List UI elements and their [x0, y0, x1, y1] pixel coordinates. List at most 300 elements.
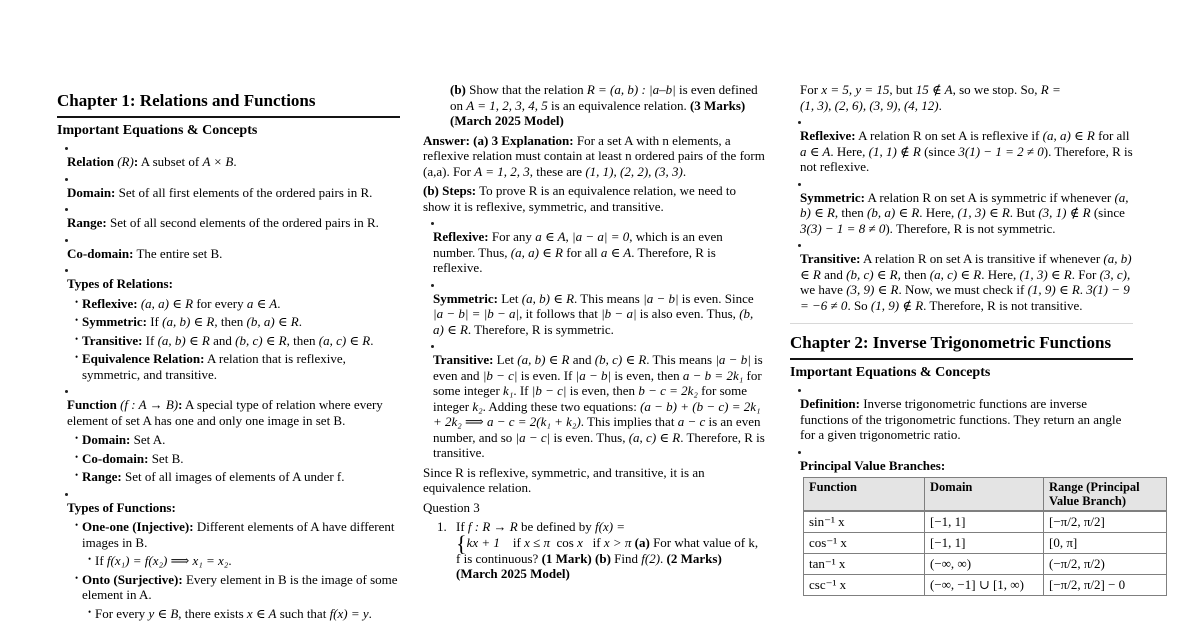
list-marker: 1. [437, 519, 447, 534]
bullet-icon [798, 389, 801, 392]
text-segment: |a − b| [715, 352, 751, 367]
text-segment: , then [897, 266, 930, 282]
text-segment: . [228, 553, 232, 568]
text-segment: Co-domain: [67, 245, 134, 261]
text-segment: (1 Mark) (b) [541, 550, 611, 566]
text-segment: A × B [202, 154, 234, 169]
section-heading: Important Equations & Concepts [790, 365, 991, 380]
text-segment: Definition: [800, 396, 860, 411]
text-segment: Set of all first elements of the ordered pairs in R. [115, 184, 373, 200]
text-segment: x ∈ A [246, 605, 277, 621]
text-segment: 3(1) − 1 = 2 ≠ 0 [958, 143, 1044, 159]
text-segment: (3, 1) ∉ R [1038, 205, 1091, 220]
list-item [57, 432, 400, 448]
text-segment: (a − b) + (b − c) = 2k₁ + 2k₂ ⟹ a − c = 2(k₁ + k₂) [433, 398, 761, 429]
text-segment: For every [95, 605, 149, 621]
text-segment: Symmetric: [800, 189, 865, 205]
text-segment: . This means [646, 352, 716, 367]
bullet-icon [65, 269, 68, 272]
bullet-icon [798, 121, 801, 124]
text-segment: Domain: [67, 184, 116, 200]
bullet-icon [431, 222, 434, 225]
text-segment: Transitive: [433, 352, 494, 367]
text-segment: (b, a) ∈ R [433, 306, 754, 337]
text-segment: y ∈ B [148, 605, 179, 621]
bullet-line [790, 450, 1133, 455]
text-segment: |b − c| [482, 367, 518, 383]
text-segment: (b) [450, 82, 466, 97]
paragraph [423, 133, 765, 180]
text-segment: . Therefore, R is transitive. [433, 429, 765, 460]
text-segment: f : R → R [467, 519, 518, 534]
brace: { [456, 530, 467, 556]
list-item [57, 215, 400, 231]
bullet-icon [65, 147, 68, 150]
text-segment: Principal Value Branches: [800, 457, 946, 473]
bullet-icon [798, 244, 801, 247]
section-heading: Important Equations & Concepts [57, 123, 258, 138]
text-segment: for some integer [433, 383, 748, 414]
text-segment: . [660, 550, 667, 566]
bullet-line [57, 238, 400, 243]
paragraph [423, 82, 765, 129]
bullet-icon: • [75, 520, 79, 530]
text-segment: , but [889, 82, 916, 97]
text-segment: (1, 3), (2, 6), (3, 9), (4, 12) [800, 97, 939, 113]
list-item [423, 352, 765, 461]
text-segment: |a − a| = 0 [572, 229, 630, 244]
bullet-icon [798, 183, 801, 186]
bullet-icon [798, 451, 801, 454]
text-segment: A = 1, 2, 3 [474, 163, 530, 179]
text-segment: (1, 1), (2, 2), (3, 3) [585, 163, 683, 179]
text-segment: . [682, 163, 687, 179]
text-segment: Set of all images of elements of A under f. [121, 469, 345, 484]
bullet-line [790, 120, 1133, 125]
table-cell: (−∞, ∞) [925, 554, 1044, 575]
text-segment: x > π [603, 534, 632, 550]
bullet-icon [65, 239, 68, 242]
bullet-icon [65, 390, 68, 393]
bullet-icon: • [75, 296, 79, 307]
text-segment: . Therefore, R is not transitive. [923, 297, 1083, 313]
text-segment: For a set A with n elements, a reflexive relation must contain at least n ordered pairs of the form (a,a). For [423, 132, 765, 179]
table-cell: sin⁻¹ x [804, 511, 925, 533]
list-item [57, 276, 400, 292]
bullet-icon: • [75, 433, 79, 443]
text-segment: Let [493, 352, 518, 367]
text-segment: such that [276, 605, 330, 621]
text-segment: : [133, 154, 139, 169]
bullet-icon: • [75, 333, 79, 344]
text-segment: (a, b) ∈ R [157, 332, 210, 348]
table-row [804, 554, 1167, 575]
bullet-line [423, 221, 765, 226]
text-segment: Since R is reflexive, symmetric, and transitive, it is an equivalence relation. [423, 464, 705, 495]
text-segment: if [582, 534, 604, 550]
table-cell: (−∞, −1] ∪ [1, ∞) [925, 575, 1044, 596]
text-segment: . Therefore, R is symmetric. [467, 321, 614, 337]
bullet-icon: • [75, 572, 79, 583]
text-segment: . So [847, 297, 871, 313]
text-segment: A special type of relation where every element of set A has one and only one image in set B. [67, 397, 383, 428]
bullet-icon [65, 208, 68, 211]
text-segment: (a, b) ∈ R [521, 290, 575, 306]
table-header-row [804, 478, 1167, 512]
text-segment: Set A. [130, 432, 166, 447]
text-segment: |b − a| [601, 306, 637, 321]
text-segment: Show that the relation [465, 82, 587, 97]
list-item [57, 333, 400, 349]
text-segment: Function [67, 397, 121, 412]
text-segment: If [146, 314, 163, 329]
bullet-icon: • [75, 470, 79, 480]
text-segment: (2 Marks) (March 2025 Model) [456, 550, 722, 581]
list-item [57, 397, 400, 428]
text-segment: Domain: [82, 432, 131, 447]
chapter-heading: Chapter 2: Inverse Trigonometric Functions [790, 332, 1133, 360]
text-segment: b − c = 2k₂ [638, 383, 698, 398]
text-segment: 3(3) − 1 = 8 ≠ 0 [800, 220, 886, 236]
text-segment: (1, 3) ∈ R [957, 205, 1010, 220]
text-segment: , then [214, 314, 247, 329]
text-segment: is even defined on [450, 82, 758, 113]
text-segment: A relation R on set A is reflexive if [855, 128, 1043, 143]
paragraph [423, 500, 765, 516]
list-item [57, 553, 400, 569]
text-segment: f(x) = y [329, 605, 369, 621]
text-segment: Onto (Surjective): [82, 571, 183, 587]
text-segment: and [820, 266, 847, 282]
bullet-icon: • [88, 606, 92, 617]
text-segment: For what value of k, f is continuous? [456, 534, 759, 566]
text-segment: (a, c) ∈ R [929, 266, 982, 282]
text-segment: f(2) [641, 550, 661, 566]
text-segment: (R) [117, 154, 134, 169]
text-segment: kx + 1 [466, 534, 500, 550]
bullet-icon: • [75, 315, 79, 325]
column-left [57, 82, 400, 624]
text-segment: (b, a) ∈ R [246, 314, 299, 329]
text-segment: . [277, 295, 281, 311]
text-segment: k₂ [472, 398, 483, 414]
bullet-icon [431, 284, 434, 287]
list-item [57, 296, 400, 312]
list-item [57, 185, 400, 201]
text-segment: (b, a) ∈ R [867, 205, 920, 220]
text-segment: . [370, 332, 374, 348]
text-segment: R = [1040, 82, 1061, 97]
text-segment: (3, c) [1099, 266, 1127, 282]
list-item [57, 572, 400, 603]
text-segment: for all [563, 244, 601, 260]
table-row [804, 511, 1167, 533]
text-segment: if [499, 534, 525, 550]
text-segment: (3, 9) ∈ R [846, 282, 899, 297]
text-segment: for every [193, 295, 247, 311]
text-segment: . Here, [981, 266, 1020, 282]
bullet-line [57, 492, 400, 497]
text-segment: is an even number, and so [433, 414, 761, 445]
text-segment: A relation R on set A is symmetric if whenever [864, 189, 1115, 205]
text-segment: (a, a) ∈ R [1042, 128, 1095, 143]
text-segment: 3(1) − 9 = −6 ≠ 0 [800, 282, 1130, 313]
text-segment: . Here, [830, 143, 869, 159]
text-segment: , so we stop. So, [952, 82, 1041, 97]
table-cell: tan⁻¹ x [804, 554, 925, 575]
text-segment: a − b = 2k₁ [682, 367, 744, 383]
text-segment: for some integer [433, 367, 762, 398]
text-segment: : [178, 397, 183, 412]
text-segment: (a, c) ∈ R [628, 429, 681, 445]
text-segment: Reflexive: [82, 295, 138, 311]
text-segment: Transitive: [800, 251, 861, 266]
text-segment: (1, 9) ∈ R [1027, 282, 1080, 297]
text-segment: To prove R is an equivalence relation, we need to show it is reflexive, symmetric, and transitive. [423, 183, 736, 214]
bullet-line [57, 268, 400, 273]
text-segment: Set of all second elements of the ordered pairs in R. [106, 215, 379, 230]
text-segment: Reflexive: [800, 128, 856, 143]
table-cell: (−π/2, π/2) [1044, 554, 1167, 575]
text-segment: , these are [529, 163, 586, 179]
text-segment: , it follows that [519, 306, 602, 321]
text-segment: is even. Thus, [550, 429, 629, 445]
text-segment: (3 Marks) (March 2025 Model) [450, 97, 746, 128]
bullet-line [57, 146, 400, 151]
text-segment: A relation R on set A is transitive if whenever [860, 251, 1104, 266]
text-segment: If [95, 553, 107, 568]
paragraph [790, 82, 1133, 113]
table-cell: [−1, 1] [925, 511, 1044, 533]
text-segment: Reflexive: [433, 229, 489, 244]
text-segment: 15 ∉ A [915, 82, 953, 97]
list-item [790, 128, 1133, 175]
text-segment: , there exists [178, 605, 247, 621]
column-right [790, 82, 1140, 596]
text-segment: , then [834, 205, 868, 220]
text-segment: ). Therefore, R is not symmetric. [885, 220, 1056, 236]
text-segment: . This means [574, 290, 644, 306]
text-segment: . Therefore, R is reflexive. [433, 244, 716, 275]
paragraph [423, 183, 765, 214]
text-segment: Range: [67, 215, 107, 230]
text-segment: Set B. [148, 450, 184, 466]
text-segment: Answer: (a) 3 Explanation: [423, 132, 574, 148]
text-segment: . If [513, 383, 532, 398]
text-segment: is even. Since [678, 290, 754, 306]
pvb-table [803, 477, 1167, 596]
text-segment: is an equivalence relation. [547, 97, 690, 113]
text-segment: (b, c) ∈ R [594, 352, 647, 367]
text-segment: a ∈ A [535, 229, 566, 244]
text-segment: . [233, 154, 237, 169]
paragraph [423, 465, 765, 496]
text-segment: a ∈ A [246, 295, 278, 311]
text-segment: and [209, 332, 236, 348]
text-segment: . But [1009, 205, 1039, 220]
table-header-cell: Range (Principal Value Branch) [1044, 478, 1167, 512]
text-segment: Find [610, 550, 642, 566]
list-item [57, 451, 400, 467]
list-item [57, 519, 400, 550]
text-segment: Types of Functions: [67, 499, 176, 515]
text-segment: Symmetric: [82, 314, 147, 329]
text-segment: , we have [800, 266, 1131, 297]
text-segment: If [142, 332, 158, 348]
text-segment: (a, b) ∈ R [162, 314, 215, 329]
list-item [57, 469, 400, 485]
text-segment: Types of Relations: [67, 276, 173, 291]
text-segment: Every element in B is the image of some element in A. [82, 571, 398, 602]
bullet-line [57, 389, 400, 394]
text-segment: |a − c| [515, 429, 551, 445]
text-segment: (1, 1) ∉ R [868, 143, 921, 159]
divider [790, 323, 1133, 324]
text-segment: a ∈ A [600, 244, 632, 260]
text-segment: Inverse trigonometric functions are inverse functions of the trigonometric functions. They return an angle for a given trigonometric ratio. [800, 396, 1122, 442]
text-segment: (1, 3) ∈ R [1019, 266, 1072, 282]
paragraph [423, 519, 765, 582]
text-segment: . [1079, 282, 1087, 297]
text-segment: . For [1071, 266, 1100, 282]
text-segment: , which is an even number. Thus, [433, 229, 723, 260]
text-segment: x = 5, y = 15 [821, 82, 890, 97]
bullet-line [423, 283, 765, 288]
bullet-icon: • [75, 451, 79, 462]
text-segment: (a) [631, 534, 650, 550]
text-segment: (b) Steps: [423, 183, 477, 198]
table-row [804, 575, 1167, 596]
text-segment: x ≤ π [524, 534, 550, 550]
table-cell: [−π/2, π/2] [1044, 511, 1167, 533]
table-cell: [0, π] [1044, 533, 1167, 554]
list-item [790, 190, 1133, 237]
bullet-icon [65, 178, 68, 181]
chapter-heading: Chapter 1: Relations and Functions [57, 90, 400, 118]
text-segment: . [938, 97, 942, 113]
table-cell: [−1, 1] [925, 533, 1044, 554]
list-item [790, 251, 1133, 313]
text-segment: Symmetric: [433, 290, 498, 306]
column-middle [423, 82, 765, 586]
table-header-cell: Function [804, 478, 925, 512]
text-segment: is even, then [611, 367, 683, 383]
text-segment: Different elements of A have different images in B. [82, 519, 395, 550]
text-segment: A relation that is reflexive, symmetric, and transitive. [82, 351, 346, 382]
bullet-line [790, 243, 1133, 248]
table-header-cell: Domain [925, 478, 1044, 512]
text-segment: is even. If [517, 367, 576, 383]
text-segment: Question 3 [423, 499, 480, 515]
bullet-line [790, 182, 1133, 187]
table-cell: csc⁻¹ x [804, 575, 925, 596]
text-segment: (a, a) ∈ R [510, 244, 563, 260]
table-row [804, 533, 1167, 554]
list-item [57, 314, 400, 330]
text-segment: . [368, 605, 372, 621]
text-segment: . Here, [919, 205, 958, 220]
text-segment: , then [286, 332, 319, 348]
text-segment: . Adding these two equations: [482, 398, 641, 414]
text-segment: R = (a, b) : |a–b| [586, 82, 676, 97]
bullet-line [57, 177, 400, 182]
bullet-icon [65, 493, 68, 496]
text-segment: . This implies that [580, 414, 678, 429]
list-item [57, 154, 400, 170]
text-segment: is even and [433, 352, 763, 383]
list-item [790, 396, 1133, 443]
text-segment: . [298, 314, 302, 329]
list-item [57, 606, 400, 622]
text-segment: Relation [67, 154, 118, 169]
text-segment: Let [497, 290, 522, 306]
text-segment: (a, b) ∈ R [800, 189, 1129, 220]
text-segment: a ∈ A [800, 143, 831, 159]
text-segment: a − c [677, 414, 706, 429]
bullet-icon [431, 345, 434, 348]
text-segment: (f : A → B) [120, 397, 179, 412]
list-item [57, 246, 400, 262]
text-segment: is even, then [566, 383, 639, 398]
list-item [57, 351, 400, 382]
text-segment: ). Therefore, R is not reflexive. [800, 143, 1133, 174]
text-segment: for all [1094, 128, 1130, 143]
text-segment: k₁ [503, 383, 514, 398]
text-segment: , [565, 229, 573, 244]
bullet-line [790, 388, 1133, 393]
list-item [790, 458, 1133, 474]
text-segment: (b, c) ∈ R [235, 332, 287, 348]
text-segment: (since [920, 143, 959, 159]
text-segment: A = 1, 2, 3, 4, 5 [466, 97, 548, 113]
text-segment: (since [1090, 205, 1125, 220]
text-segment: If [456, 519, 468, 534]
bullet-icon: • [88, 554, 92, 564]
text-segment: |a − b| = |b − a| [433, 306, 520, 321]
list-item [423, 229, 765, 276]
text-segment: f(x₁) = f(x₂) ⟹ x₁ = x₂ [106, 553, 229, 568]
text-segment: |b − c| [531, 383, 567, 398]
text-segment: is also even. Thus, [636, 306, 740, 321]
table-cell: cos⁻¹ x [804, 533, 925, 554]
text-segment: |a − b| [643, 290, 679, 306]
text-segment: and [569, 352, 595, 367]
bullet-line [423, 344, 765, 349]
table-cell: [−π/2, π/2] − 0 [1044, 575, 1167, 596]
text-segment: (1, 9) ∉ R [870, 297, 924, 313]
text-segment: A subset of [138, 154, 203, 169]
text-segment: For [800, 82, 822, 97]
text-segment: |a − b| [575, 367, 612, 383]
text-segment: (a, b) ∈ R [800, 251, 1132, 282]
text-segment: f(x) = [595, 519, 626, 534]
text-segment: . Now, we must check if [898, 282, 1028, 297]
text-segment: The entire set B. [133, 245, 223, 261]
text-segment: (b, c) ∈ R [846, 266, 898, 282]
text-segment: For any [488, 229, 536, 244]
text-segment: Co-domain: [82, 450, 149, 466]
text-segment: (a, c) ∈ R [318, 332, 371, 348]
text-segment: (a, a) ∈ R [140, 295, 194, 311]
bullet-icon: • [75, 352, 79, 362]
text-segment: Range: [82, 469, 122, 484]
text-segment: cos [550, 534, 578, 550]
bullet-line [57, 207, 400, 212]
text-segment: (a, b) ∈ R [517, 352, 570, 367]
list-item [423, 291, 765, 338]
text-segment: One-one (Injective): [82, 519, 194, 534]
text-segment: Transitive: [82, 332, 143, 348]
